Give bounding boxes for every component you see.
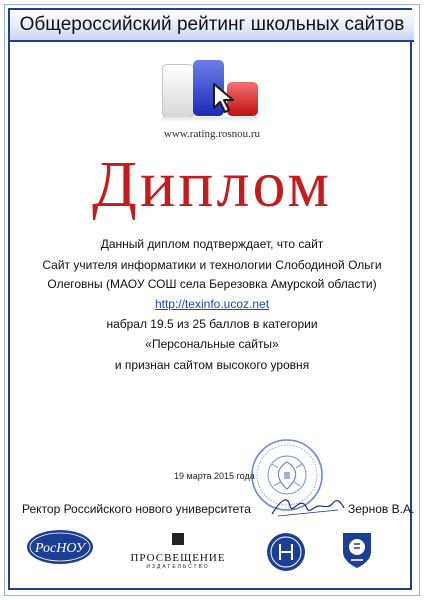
prosveshchenie-mark-icon [172, 533, 184, 545]
logo-reflection [162, 117, 258, 122]
cursor-icon [211, 82, 239, 114]
university-emblem-icon [340, 530, 374, 570]
site-description-line-1: Сайт учителя информатики и технологии Слободиной Ольги [42, 258, 382, 272]
signing-date: 19 марта 2015 года [174, 471, 255, 481]
diploma-title: Диплом [91, 148, 333, 221]
prosveshchenie-logo [126, 532, 230, 570]
rating-site-url: www.rating.rosnou.ru [163, 128, 261, 140]
score-line: набрал 19.5 из 25 баллов в категории [106, 317, 318, 331]
prosveshchenie-subtitle: ИЗДАТЕЛЬСТВО [146, 564, 210, 570]
header-title: Общероссийский рейтинг школьных сайтов [19, 14, 405, 35]
prosveshchenie-name: ПРОСВЕЩЕНИЕ [130, 552, 226, 564]
rating-logo-icon [162, 60, 262, 122]
rosnou-text: РосНОУ [34, 541, 86, 556]
level-line: и признан сайтом высокого уровня [114, 358, 310, 372]
rosnou-logo-icon [24, 527, 96, 567]
handwritten-signature-icon [268, 494, 348, 520]
site-description-line-2: Олеговны (МАОУ СОШ села Березовка Амурской области) [47, 277, 377, 291]
category-line: «Персональные сайты» [145, 337, 279, 351]
hse-logo-icon [266, 532, 306, 572]
signer-position: Ректор Российского нового университета [22, 502, 251, 516]
signer-name: Зернов В.А. [348, 502, 415, 516]
site-link-row [0, 296, 424, 312]
confirmation-line: Данный диплом подтверждает, что сайт [100, 237, 324, 251]
logo-white-tile [162, 64, 194, 118]
header-bar [10, 10, 414, 42]
site-link[interactable]: http://texinfo.ucoz.net [154, 297, 270, 311]
